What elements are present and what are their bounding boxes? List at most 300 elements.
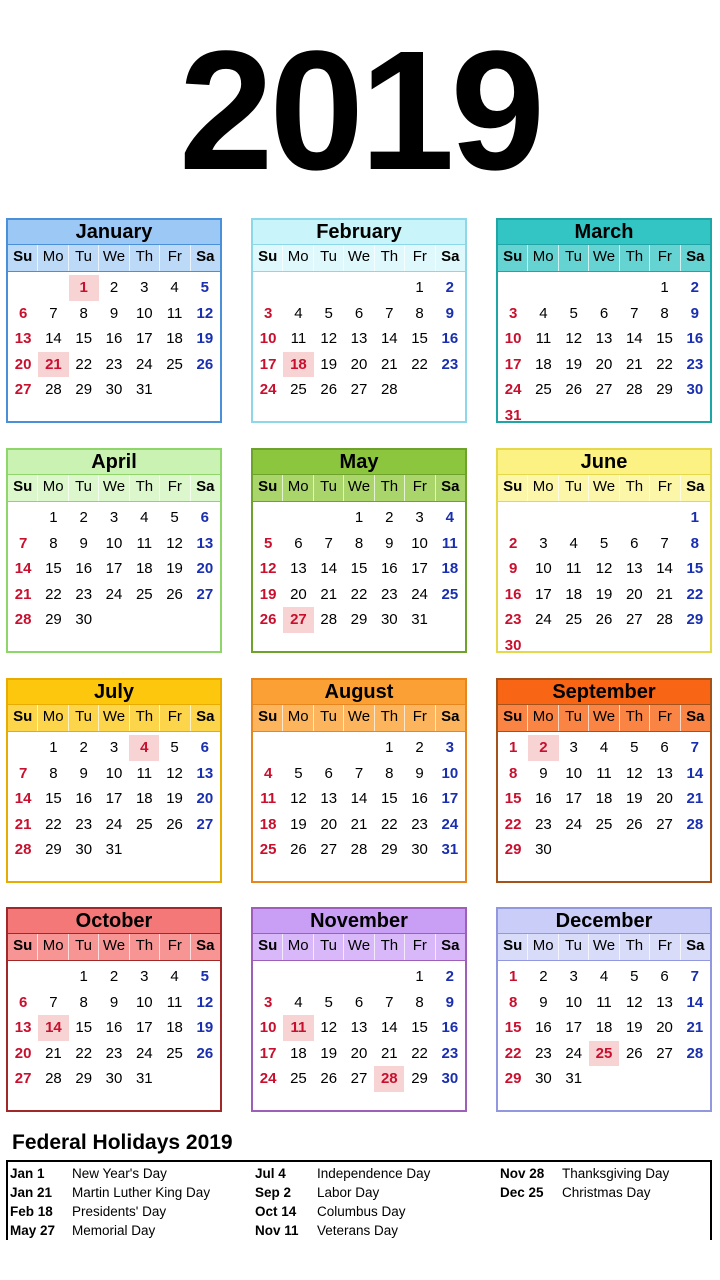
day-cell: 12 — [625, 993, 643, 1011]
day-cell: 1 — [415, 279, 424, 296]
day-cell: 19 — [320, 1044, 338, 1062]
day-cell: 26 — [259, 611, 277, 628]
day-cell: 26 — [625, 1044, 643, 1062]
day-cell: 24 — [411, 585, 428, 603]
day-cell: 30 — [75, 841, 93, 858]
empty-day-cell — [253, 735, 283, 761]
day-cell: 13 — [656, 993, 673, 1011]
day-cell: 2 — [508, 534, 518, 552]
day-cell: 13 — [320, 790, 338, 807]
day-cell: 23 — [411, 815, 428, 833]
weekday-header: Tu — [314, 475, 344, 501]
empty-day-cell — [8, 505, 38, 531]
day-cell: 22 — [75, 1044, 93, 1062]
day-cell: 10 — [105, 534, 123, 552]
day-cell: 21 — [625, 355, 643, 373]
day-cell: 16 — [441, 330, 459, 347]
weekday-header: Fr — [405, 245, 435, 271]
weekday-header: Tu — [559, 475, 589, 501]
month-january — [6, 218, 222, 423]
weekday-header-row — [498, 704, 710, 732]
day-cell: 21 — [320, 585, 338, 603]
holiday-day-cell: 27 — [283, 607, 313, 633]
day-cell: 6 — [324, 764, 333, 782]
day-cell: 14 — [45, 330, 62, 347]
day-cell: 26 — [290, 841, 307, 858]
day-cell: 3 — [569, 968, 578, 985]
weekday-header: Sa — [436, 475, 465, 501]
day-cell: 1 — [508, 968, 518, 985]
day-cell: 24 — [105, 585, 123, 603]
year-title: 2019 — [178, 16, 542, 206]
day-grid — [8, 961, 220, 1092]
weekday-header: Tu — [69, 245, 99, 271]
month-name: March — [498, 220, 710, 244]
day-cell: 28 — [686, 815, 704, 833]
day-cell: 23 — [441, 1044, 459, 1062]
holiday-date: Nov 28 — [500, 1166, 545, 1181]
day-cell: 30 — [686, 381, 704, 398]
day-cell: 10 — [565, 993, 583, 1011]
weekday-header-row — [498, 474, 710, 502]
day-cell: 18 — [565, 585, 583, 603]
month-name: April — [8, 450, 220, 474]
day-cell: 18 — [441, 560, 459, 577]
day-cell: 17 — [135, 1019, 153, 1036]
day-cell: 28 — [14, 611, 32, 628]
day-cell: 5 — [324, 304, 333, 322]
weekday-header: Tu — [314, 934, 344, 960]
weekday-header: We — [99, 934, 129, 960]
day-cell: 15 — [75, 330, 93, 347]
day-cell: 9 — [445, 304, 455, 322]
day-cell: 21 — [14, 815, 32, 833]
day-cell: 11 — [136, 764, 153, 782]
empty-day-cell — [8, 275, 38, 301]
holiday-item — [255, 1164, 430, 1183]
day-cell: 17 — [105, 560, 123, 577]
weekday-header: We — [589, 705, 619, 731]
weekday-header: Mo — [38, 934, 68, 960]
day-cell: 24 — [259, 381, 277, 398]
day-cell: 13 — [595, 330, 613, 347]
day-cell: 20 — [14, 1044, 32, 1062]
day-cell: 31 — [565, 1070, 583, 1087]
day-cell: 28 — [14, 841, 32, 858]
holiday-item — [10, 1202, 210, 1221]
day-cell: 15 — [504, 790, 522, 807]
holiday-date: Nov 11 — [255, 1223, 299, 1238]
day-cell: 4 — [140, 509, 149, 526]
weekday-header: Th — [375, 475, 405, 501]
day-cell: 13 — [290, 560, 307, 577]
weekday-header: Fr — [160, 705, 190, 731]
weekday-header: Sa — [191, 245, 220, 271]
day-cell: 30 — [441, 1070, 459, 1087]
day-cell: 15 — [75, 1019, 93, 1036]
day-grid — [253, 961, 465, 1092]
day-cell: 24 — [504, 381, 522, 398]
empty-day-cell — [253, 275, 283, 301]
day-cell: 8 — [385, 764, 394, 782]
day-cell: 6 — [599, 304, 609, 322]
day-cell: 8 — [660, 304, 669, 322]
weekday-header: Su — [498, 245, 528, 271]
day-cell: 18 — [166, 330, 183, 347]
day-cell: 3 — [508, 304, 518, 322]
day-cell: 31 — [135, 381, 153, 398]
holiday-date: Feb 18 — [10, 1204, 53, 1219]
day-cell: 19 — [625, 1019, 643, 1036]
empty-day-cell — [344, 735, 374, 761]
day-cell: 11 — [166, 304, 183, 322]
day-cell: 7 — [354, 764, 364, 782]
day-cell: 16 — [75, 790, 93, 807]
day-cell: 29 — [504, 841, 522, 858]
weekday-header: Sa — [436, 245, 465, 271]
month-april — [6, 448, 222, 653]
day-cell: 6 — [354, 304, 364, 322]
weekday-header-row — [498, 933, 710, 961]
month-name: July — [8, 680, 220, 704]
holiday-name: Christmas Day — [562, 1185, 651, 1200]
day-cell: 9 — [415, 764, 424, 782]
day-cell: 25 — [166, 1044, 183, 1062]
day-cell: 19 — [196, 330, 214, 347]
day-cell: 25 — [166, 355, 183, 373]
day-cell: 7 — [690, 968, 700, 985]
weekday-header: Sa — [681, 705, 710, 731]
day-cell: 5 — [630, 968, 639, 985]
weekday-header: Su — [498, 475, 528, 501]
weekday-header-row — [253, 244, 465, 272]
day-cell: 4 — [445, 509, 455, 526]
day-cell: 12 — [196, 993, 214, 1011]
weekday-header: Th — [130, 934, 160, 960]
day-cell: 11 — [136, 534, 153, 552]
day-cell: 8 — [49, 764, 58, 782]
day-cell: 10 — [504, 330, 522, 347]
weekday-header: Mo — [38, 475, 68, 501]
day-cell: 17 — [135, 330, 153, 347]
day-cell: 24 — [535, 611, 552, 628]
month-name: November — [253, 909, 465, 933]
weekday-header: Mo — [283, 934, 313, 960]
day-cell: 25 — [135, 815, 153, 833]
weekday-header-row — [253, 933, 465, 961]
day-cell: 2 — [539, 968, 548, 985]
day-grid — [253, 502, 465, 633]
day-cell: 24 — [135, 1044, 153, 1062]
day-cell: 4 — [294, 993, 303, 1011]
day-cell: 20 — [595, 355, 613, 373]
day-cell: 4 — [263, 764, 273, 782]
holiday-name: Thanksgiving Day — [562, 1166, 670, 1181]
month-name: October — [8, 909, 220, 933]
day-cell: 7 — [385, 993, 394, 1011]
day-cell: 27 — [196, 585, 214, 603]
day-cell: 23 — [504, 611, 522, 628]
day-cell: 9 — [79, 764, 88, 782]
day-cell: 28 — [45, 1070, 62, 1087]
day-cell: 20 — [290, 585, 307, 603]
month-october — [6, 907, 222, 1112]
holidays-list — [6, 1160, 712, 1240]
day-cell: 27 — [14, 1070, 32, 1087]
weekday-header: Fr — [650, 705, 680, 731]
weekday-header: Su — [8, 705, 38, 731]
day-cell: 1 — [79, 968, 88, 985]
holiday-item — [255, 1202, 430, 1221]
day-cell: 6 — [200, 739, 210, 756]
day-cell: 9 — [539, 993, 548, 1011]
weekday-header: We — [99, 475, 129, 501]
day-cell: 15 — [504, 1019, 522, 1036]
day-cell: 23 — [75, 815, 93, 833]
day-cell: 31 — [441, 841, 459, 858]
weekday-header: We — [589, 475, 619, 501]
month-name: December — [498, 909, 710, 933]
day-cell: 1 — [690, 509, 700, 526]
weekday-header: Mo — [283, 245, 313, 271]
day-cell: 15 — [411, 330, 428, 347]
day-cell: 12 — [595, 560, 613, 577]
day-cell: 20 — [625, 585, 643, 603]
weekday-header-row — [8, 474, 220, 502]
weekday-header: Su — [498, 705, 528, 731]
holiday-date: Sep 2 — [255, 1185, 292, 1200]
day-cell: 13 — [350, 330, 368, 347]
month-november — [251, 907, 467, 1112]
day-cell: 3 — [569, 739, 578, 756]
month-june — [496, 448, 712, 653]
day-cell: 2 — [79, 509, 88, 526]
weekday-header: Fr — [160, 934, 190, 960]
day-cell: 14 — [380, 1019, 398, 1036]
weekday-header: Sa — [681, 245, 710, 271]
day-cell: 15 — [350, 560, 368, 577]
day-cell: 1 — [660, 279, 669, 296]
holiday-day-cell: 28 — [374, 1066, 404, 1092]
day-cell: 11 — [565, 560, 582, 577]
weekday-header-row — [253, 474, 465, 502]
weekday-header: Th — [130, 705, 160, 731]
weekday-header: Mo — [528, 934, 558, 960]
day-cell: 24 — [105, 815, 123, 833]
day-cell: 13 — [14, 330, 32, 347]
day-cell: 23 — [380, 585, 398, 603]
weekday-header: Th — [130, 245, 160, 271]
day-cell: 17 — [504, 355, 522, 373]
day-cell: 11 — [596, 764, 612, 782]
day-cell: 22 — [350, 585, 368, 603]
weekday-header: Mo — [283, 705, 313, 731]
empty-day-cell — [374, 275, 404, 301]
day-cell: 15 — [45, 790, 62, 807]
day-cell: 7 — [630, 304, 639, 322]
empty-day-cell — [344, 275, 374, 301]
holiday-item — [500, 1183, 669, 1202]
holiday-column — [10, 1164, 210, 1240]
weekday-header: Su — [8, 934, 38, 960]
day-cell: 8 — [508, 764, 518, 782]
day-cell: 9 — [385, 534, 394, 552]
day-grid — [8, 502, 220, 633]
day-cell: 19 — [625, 790, 643, 807]
day-cell: 26 — [320, 1070, 338, 1087]
weekday-header: Th — [375, 934, 405, 960]
day-cell: 18 — [135, 790, 153, 807]
day-cell: 29 — [45, 841, 62, 858]
day-cell: 26 — [166, 585, 183, 603]
weekday-header: Fr — [405, 475, 435, 501]
day-cell: 2 — [415, 739, 424, 756]
day-cell: 7 — [690, 739, 700, 756]
day-cell: 5 — [294, 764, 303, 782]
day-cell: 19 — [166, 790, 183, 807]
day-cell: 8 — [415, 304, 424, 322]
day-cell: 1 — [508, 739, 518, 756]
day-cell: 24 — [565, 815, 583, 833]
holiday-day-cell: 2 — [528, 735, 558, 761]
day-cell: 4 — [569, 534, 578, 552]
day-cell: 6 — [660, 968, 669, 985]
weekday-header-row — [498, 244, 710, 272]
weekday-header: Tu — [69, 705, 99, 731]
day-cell: 3 — [415, 509, 424, 526]
day-cell: 11 — [290, 330, 307, 347]
holiday-name: Veterans Day — [317, 1223, 399, 1238]
day-cell: 15 — [411, 1019, 428, 1036]
day-cell: 27 — [625, 611, 643, 628]
day-grid — [253, 272, 465, 403]
day-cell: 30 — [75, 611, 93, 628]
day-cell: 8 — [79, 304, 88, 322]
day-cell: 1 — [415, 968, 424, 985]
weekday-header: Th — [620, 245, 650, 271]
empty-day-cell — [559, 505, 589, 531]
weekday-header: Tu — [69, 475, 99, 501]
day-cell: 5 — [200, 279, 210, 296]
day-cell: 10 — [135, 993, 153, 1011]
day-cell: 13 — [196, 764, 214, 782]
day-cell: 28 — [686, 1044, 704, 1062]
day-cell: 21 — [686, 790, 704, 807]
weekday-header: Tu — [69, 934, 99, 960]
day-cell: 29 — [380, 841, 398, 858]
weekday-header: Su — [498, 934, 528, 960]
day-cell: 20 — [196, 790, 214, 807]
empty-day-cell — [589, 275, 619, 301]
day-cell: 22 — [656, 355, 673, 373]
day-cell: 13 — [14, 1019, 32, 1036]
day-cell: 10 — [411, 534, 428, 552]
day-cell: 24 — [565, 1044, 583, 1062]
day-cell: 17 — [105, 790, 123, 807]
empty-day-cell — [498, 505, 528, 531]
day-cell: 4 — [170, 968, 179, 985]
weekday-header: Sa — [191, 934, 220, 960]
day-cell: 18 — [166, 1019, 183, 1036]
day-cell: 8 — [508, 993, 518, 1011]
day-cell: 21 — [45, 1044, 62, 1062]
holidays-title: Federal Holidays 2019 — [12, 1131, 233, 1154]
day-cell: 29 — [686, 611, 704, 628]
day-cell: 9 — [109, 993, 119, 1011]
holiday-name: Labor Day — [317, 1185, 380, 1200]
holiday-date: Jan 21 — [10, 1185, 53, 1200]
weekday-header: Fr — [405, 705, 435, 731]
empty-day-cell — [314, 735, 344, 761]
day-cell: 11 — [441, 534, 458, 552]
day-cell: 20 — [320, 815, 338, 833]
weekday-header: Sa — [191, 475, 220, 501]
day-cell: 25 — [259, 841, 277, 858]
day-cell: 25 — [135, 585, 153, 603]
empty-day-cell — [38, 275, 68, 301]
day-cell: 3 — [539, 534, 548, 552]
day-cell: 3 — [140, 279, 149, 296]
day-cell: 17 — [259, 1044, 277, 1062]
day-cell: 13 — [350, 1019, 368, 1036]
day-cell: 24 — [135, 355, 153, 373]
day-cell: 17 — [565, 1019, 583, 1036]
day-cell: 4 — [294, 304, 303, 322]
day-cell: 30 — [411, 841, 428, 858]
day-cell: 9 — [539, 764, 548, 782]
day-grid — [498, 502, 710, 658]
day-cell: 22 — [504, 1044, 522, 1062]
day-cell: 15 — [45, 560, 62, 577]
holiday-name: Presidents' Day — [72, 1204, 167, 1219]
holiday-day-cell: 4 — [129, 735, 159, 761]
day-cell: 3 — [109, 509, 119, 526]
day-cell: 12 — [196, 304, 214, 322]
day-cell: 1 — [354, 509, 364, 526]
day-cell: 29 — [75, 1070, 93, 1087]
month-may — [251, 448, 467, 653]
day-cell: 19 — [290, 815, 307, 833]
day-cell: 26 — [565, 381, 583, 398]
weekday-header-row — [253, 704, 465, 732]
holiday-day-cell: 1 — [69, 275, 99, 301]
holiday-date: May 27 — [10, 1223, 56, 1238]
day-cell: 13 — [656, 764, 673, 782]
day-cell: 28 — [350, 841, 368, 858]
day-cell: 16 — [686, 330, 704, 347]
month-name: February — [253, 220, 465, 244]
weekday-header: Fr — [160, 245, 190, 271]
day-cell: 10 — [135, 304, 153, 322]
day-cell: 27 — [14, 381, 32, 398]
day-cell: 26 — [625, 815, 643, 833]
day-cell: 6 — [200, 509, 210, 526]
weekday-header: Tu — [559, 245, 589, 271]
empty-day-cell — [314, 275, 344, 301]
day-cell: 4 — [170, 279, 179, 296]
holiday-name: Independence Day — [317, 1166, 431, 1181]
day-cell: 2 — [445, 968, 455, 985]
month-july — [6, 678, 222, 883]
day-cell: 6 — [630, 534, 639, 552]
weekday-header: Mo — [528, 475, 558, 501]
empty-day-cell — [253, 505, 283, 531]
day-cell: 19 — [259, 585, 277, 603]
weekday-header: We — [344, 705, 374, 731]
day-cell: 22 — [686, 585, 704, 603]
day-cell: 7 — [324, 534, 333, 552]
day-cell: 4 — [599, 739, 609, 756]
